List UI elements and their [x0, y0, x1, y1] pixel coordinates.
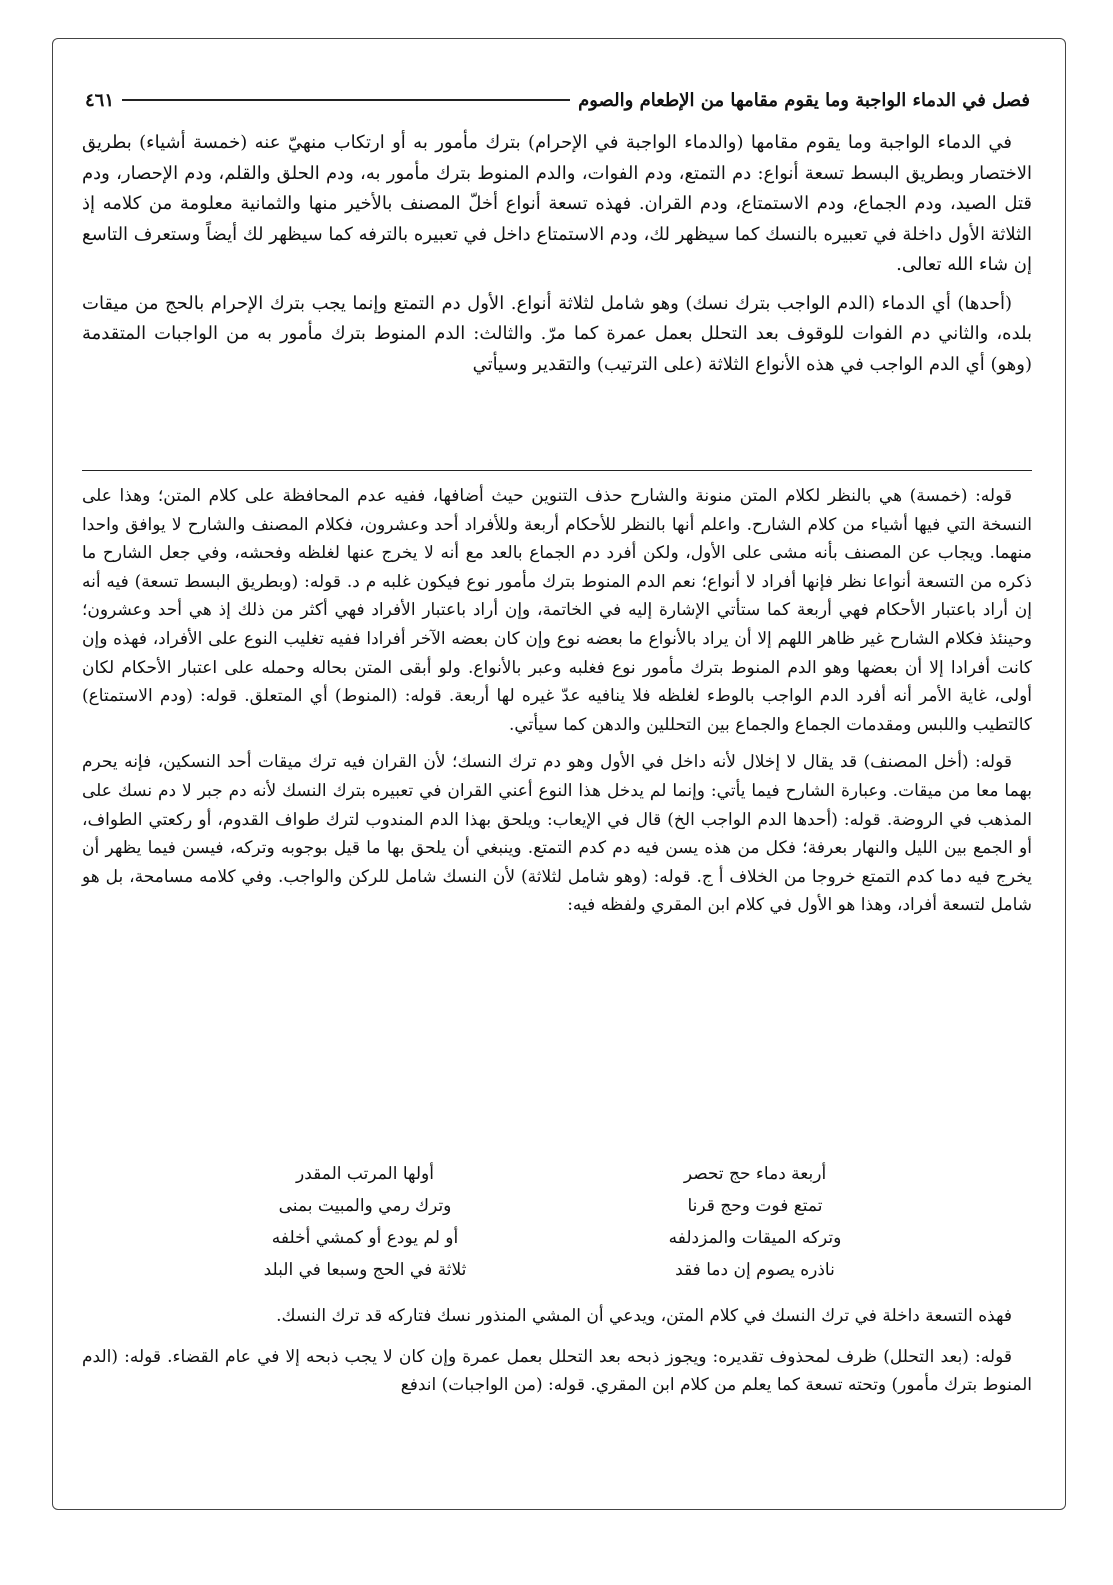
closing-paragraph: قوله: (بعد التحلل) ظرف لمحذوف تقديره: ويجوز ذبحه بعد التحلل بعمل عمرة وإن كان لا يجب ذبحه إلا في عام القضاء. قوله: (الدم المنوط بترك مأمور) وتحته تسعة كما يعلم من كلام ابن المقري. قوله: (من الواجبات) اندفع	[82, 1346, 1032, 1396]
poem-hemistich: أولها المرتب المقدر	[296, 1164, 434, 1184]
commentary-paragraph: قوله: (خمسة) هي بالنظر لكلام المتن منونة والشارح حذف التنوين حيث أضافها، ففيه عدم المحافظة على كلام المتن؛ وهذا على النسخة التي فيها أشياء من كلام الشارح. واعلم أنها بالنظر للأحكام أربعة وللأفراد أحد وعشرون، فكلام المصنف والشارح لا يوافق واحدا منهما. ويجاب عن المصنف بأنه مشى على الأول، ولكن أفرد دم الجماع بالعد مع أنه لا يخرج عنها لغلظه وفحشه، وفي جعل الشارح ما ذكره من التسعة أنواعا نظر فإنها أفراد لا أنواع؛ نعم الدم المنوط بترك مأمور نوع فيكون غلبه م د. قوله: (وبطريق البسط تسعة) فيه أنه إن أراد باعتبار الأحكام فهي أربعة كما ستأتي الإشارة إليه في الخاتمة، وإن أراد باعتبار الأفراد فهي أكثر من ذلك إذ هي أحد وعشرون؛ وحينئذ فكلام الشارح غير ظاهر اللهم إلا أن يراد بالأنواع ما بعضه نوع وإن كان بعضه الآخر أفرادا ففيه تغليب النوع على الأفراد، فهذه وإن كانت أفرادا إلا أن بعضها وهو الدم المنوط بترك مأمور نوع فغلبه وعبر بالأنواع. ولو أبقى المتن بحاله وحمله على اعتبار الأحكام لكان أولى، غاية الأمر أنه أفرد الدم الواجب بالوطء لغلظه فلا ينافيه عدّ غيره لها أربعة. قوله: (المنوط) أي المتعلق. قوله: (ودم الاستمتاع) كالتطيب واللبس ومقدمات الجماع والجماع بين التحللين والدهن كما سيأتي.	[82, 486, 1032, 735]
poem-hemistich: ثلاثة في الحج وسبعا في البلد	[263, 1260, 467, 1280]
closing-text	[82, 1302, 1032, 1400]
poem-hemistich: أربعة دماء حج تحصر	[683, 1164, 827, 1184]
footnote-separator	[82, 470, 1032, 471]
closing-paragraph: فهذه التسعة داخلة في ترك النسك في كلام المتن، ويدعي أن المشي المنذور نسك فتاركه قد ترك النسك.	[276, 1306, 1012, 1326]
poem-hemistich: وترك رمي والمبيت بمنى	[278, 1196, 452, 1216]
poem-hemistich: ناذره يصوم إن دما فقد	[675, 1260, 835, 1280]
running-header	[85, 85, 1030, 115]
header-rule	[122, 99, 570, 101]
main-text	[82, 128, 1032, 380]
poem-verse	[200, 1158, 920, 1190]
chapter-title: فصل في الدماء الواجبة وما يقوم مقامها من الإطعام والصوم	[578, 89, 1030, 111]
poem	[200, 1158, 920, 1286]
poem-hemistich: أو لم يودع أو كمشي أخلفه	[271, 1228, 459, 1248]
poem-hemistich: تمتع فوت وحج قرنا	[687, 1196, 823, 1216]
poem-verse	[200, 1190, 920, 1222]
main-paragraph: (أحدها) أي الدماء (الدم الواجب بترك نسك) وهو شامل لثلاثة أنواع. الأول دم التمتع وإنما يجب بترك الإحرام بالحج من ميقات بلده، والثاني دم الفوات للوقوف بعد التحلل بعمل عمرة كما مرّ. والثالث: الدم المنوط بترك مأمور به من الواجبات المتقدمة (وهو) أي الدم الواجب في هذه الأنواع الثلاثة (على الترتيب) والتقدير وسيأتي	[82, 292, 1032, 375]
page-number: ٤٦١	[85, 89, 115, 111]
commentary-text	[82, 482, 1032, 920]
poem-verse	[200, 1222, 920, 1254]
main-paragraph: في الدماء الواجبة وما يقوم مقامها (والدماء الواجبة في الإحرام) بترك مأمور به أو ارتكاب منهيّ عنه (خمسة أشياء) بطريق الاختصار وبطريق البسط تسعة أنواع: دم التمتع، ودم الفوات، والدم المنوط بترك مأمور به، ودم الحلق والقلم، ودم الإحصار، ودم قتل الصيد، ودم الجماع، ودم الاستمتاع، ودم القران. فهذه تسعة أنواع أخلّ المصنف بالأخير منها والثمانية معلومة من كلامه إذ الثلاثة الأول داخلة في تعبيره بالنسك كما سيظهر لك، ودم الاستمتاع داخل في تعبيره بالترفه كما سيظهر لك أيضاً وستعرف التاسع إن شاء الله تعالى.	[81, 132, 1032, 275]
commentary-paragraph: قوله: (أخل المصنف) قد يقال لا إخلال لأنه داخل في الأول وهو دم ترك النسك؛ لأن القران فيه ترك ميقات أحد النسكين، فإنه يحرم بهما معا من ميقات. وعبارة الشارح فيما يأتي: وإنما لم يدخل هذا النوع أعني القران في تعبيره بترك النسك لأنه دم جبر لا دم نسك على المذهب في الروضة. قوله: (أحدها الدم الواجب الخ) قال في الإيعاب: ويلحق بهذا الدم المندوب لترك طواف القدوم، أو ركعتي الطواف، أو الجمع بين الليل والنهار بعرفة؛ فكل من هذه يسن فيه دم كدم التمتع. وينبغي أن يلحق بها ما قيل بوجوبه وتركه، فيسن فيما يظهر أن يخرج فيه دما كدم التمتع خروجا من الخلاف أ ج. قوله: (وهو شامل لثلاثة) لأن النسك شامل للركن والواجب. وفي كلامه مسامحة، بل هو شامل لتسعة أفراد، وهذا هو الأول في كلام ابن المقري ولفظه فيه:	[82, 752, 1032, 916]
poem-hemistich: وتركه الميقات والمزدلفه	[668, 1228, 842, 1248]
poem-verse	[200, 1254, 920, 1286]
